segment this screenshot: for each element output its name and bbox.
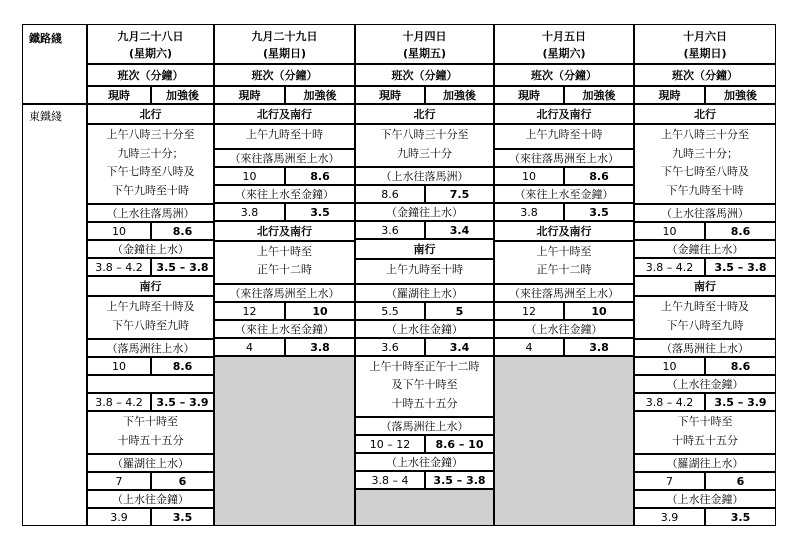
- direction-cell: [634, 276, 776, 296]
- direction-label: 北行: [413, 108, 436, 121]
- enhanced-headway-cell: [151, 393, 214, 411]
- period-line: 下午十時至: [677, 415, 733, 428]
- enhanced-headway-cell: [425, 185, 494, 203]
- enhanced-headway-cell: [425, 471, 494, 489]
- direction-label: 北行及南行: [536, 224, 592, 238]
- enhanced-headway-cell: [151, 357, 214, 375]
- enhanced-header-cell: [564, 86, 634, 104]
- current-headway-cell: [214, 302, 285, 320]
- period-cell: [214, 124, 355, 149]
- current-headway-cell: [634, 508, 705, 526]
- current-headway: 7: [666, 475, 673, 488]
- period-cell: [87, 124, 214, 204]
- period-cell: [634, 296, 776, 339]
- route-cell: [87, 339, 214, 357]
- weekday-label: (星期五): [402, 47, 447, 60]
- route-label: （上水往落馬洲）: [380, 170, 469, 183]
- direction-label: 南行: [694, 280, 716, 293]
- direction-label: 北行及南行: [257, 224, 312, 238]
- current-header-cell: [87, 86, 151, 104]
- route-cell: [87, 454, 214, 472]
- enhanced-headway: 3.4: [449, 224, 470, 237]
- current-header-cell: [494, 86, 564, 104]
- enhanced-headway-cell: [705, 393, 776, 411]
- date-header-cell: [214, 24, 355, 64]
- enhanced-headway: 3.4: [449, 340, 470, 354]
- route-label: （來往落馬洲至上水）: [229, 151, 340, 165]
- enhanced-headway: 8.6 – 10: [435, 438, 484, 451]
- period-line: 上午十時至正午十二時: [369, 359, 480, 373]
- period-line: 上午八時三十分至: [106, 128, 195, 141]
- route-cell: [355, 417, 494, 435]
- current-headway-cell: [87, 508, 151, 526]
- enhanced-headway: 3.5: [730, 511, 751, 524]
- current-header-cell: [214, 86, 285, 104]
- route-cell: [634, 240, 776, 258]
- period-line: 上午九時至十時: [246, 128, 323, 141]
- route-label: （上水往金鐘）: [386, 456, 463, 469]
- headway-header-cell: [494, 64, 634, 86]
- route-label: （金鐘往上水）: [112, 243, 189, 256]
- route-cell: [494, 320, 634, 338]
- current-headway-cell: [214, 203, 285, 221]
- route-label: （上水往落馬洲）: [661, 207, 749, 220]
- enhanced-headway: 3.5 – 3.8: [433, 474, 486, 487]
- enhanced-label: 加強後: [443, 89, 476, 102]
- current-label: 現時: [108, 89, 130, 102]
- period-line: 九時三十分；: [672, 146, 738, 160]
- route-cell: [634, 490, 776, 508]
- enhanced-headway-cell: [564, 302, 634, 320]
- current-headway-cell: [87, 258, 151, 276]
- route-cell: [87, 375, 214, 393]
- enhanced-label: 加強後: [724, 89, 757, 102]
- enhanced-headway: 10: [591, 304, 607, 318]
- current-headway: 10: [112, 225, 126, 238]
- enhanced-headway-cell: [705, 508, 776, 526]
- enhanced-headway: 8.6: [172, 225, 193, 238]
- current-headway-cell: [355, 338, 425, 356]
- period-line: 下午九時至十時: [666, 183, 744, 197]
- period-cell: [355, 259, 494, 284]
- period-line: 上午十時至: [257, 244, 312, 258]
- headway-header-cell: [214, 64, 355, 86]
- current-label: 現時: [658, 89, 681, 102]
- date-label: 十月四日: [402, 30, 447, 43]
- period-cell: [634, 124, 776, 204]
- headway-label: 班次（分鐘）: [117, 69, 184, 82]
- enhanced-headway-cell: [425, 435, 494, 453]
- enhanced-headway-cell: [285, 167, 355, 185]
- direction-label: 北行: [139, 108, 162, 121]
- period-cell: [214, 241, 355, 284]
- enhanced-headway: 6: [736, 475, 745, 488]
- current-headway: 12: [242, 304, 257, 318]
- enhanced-headway-cell: [705, 258, 776, 276]
- route-label: （上水往金鐘）: [666, 378, 744, 391]
- enhanced-headway-cell: [564, 203, 634, 221]
- route-cell: [214, 320, 355, 338]
- current-headway: 10: [522, 169, 536, 183]
- enhanced-headway-cell: [425, 221, 494, 239]
- enhanced-headway-cell: [425, 302, 494, 320]
- current-headway-cell: [634, 393, 705, 411]
- weekday-label: (星期六): [128, 47, 173, 60]
- current-headway: 3.9: [110, 511, 128, 524]
- enhanced-header-cell: [151, 86, 214, 104]
- current-headway: 3.6: [381, 224, 399, 237]
- enhanced-headway: 7.5: [449, 188, 470, 201]
- enhanced-headway: 3.8: [310, 340, 330, 354]
- direction-label: 南行: [413, 243, 436, 256]
- current-label: 現時: [518, 89, 540, 102]
- route-cell: [355, 167, 494, 185]
- period-line: 下午八時至九時: [666, 318, 744, 332]
- enhanced-headway: 3.5 – 3.8: [714, 261, 767, 274]
- route-label: （金鐘往上水）: [386, 206, 463, 219]
- enhanced-label: 加強後: [303, 89, 337, 102]
- direction-cell: [87, 104, 214, 124]
- enhanced-headway: 3.5: [172, 511, 193, 524]
- period-line: 上午十時至: [536, 244, 592, 258]
- headway-label: 班次（分鐘）: [672, 69, 738, 82]
- route-label: （上水往落馬洲）: [106, 207, 195, 220]
- period-line: 下午八時至九時: [112, 318, 189, 332]
- route-label: （來往落馬洲至上水）: [229, 286, 340, 300]
- enhanced-headway: 6: [178, 475, 187, 488]
- direction-label: 北行及南行: [536, 108, 592, 121]
- direction-label: 北行及南行: [257, 108, 312, 121]
- period-line: 上午九時至十時及: [106, 300, 195, 313]
- route-label: （來往上水至金鐘）: [514, 187, 614, 201]
- current-label: 現時: [238, 89, 261, 102]
- headway-label: 班次（分鐘）: [251, 69, 318, 82]
- period-line: 正午十二時: [257, 263, 312, 276]
- current-headway: 3.8 – 4.2: [95, 261, 143, 274]
- direction-cell: [634, 104, 776, 124]
- period-line: 九時三十分: [397, 146, 452, 160]
- current-headway: 10: [112, 360, 126, 373]
- period-line: 下午七時至八時及: [106, 165, 195, 178]
- route-label: （上水往金鐘）: [666, 493, 744, 506]
- period-cell: [494, 241, 634, 284]
- date-label: 十月六日: [683, 30, 727, 43]
- route-label: （金鐘往上水）: [666, 243, 744, 256]
- date-label: 九月二十九日: [251, 30, 318, 43]
- route-label: （落馬洲往上水）: [380, 420, 469, 433]
- route-cell: [87, 204, 214, 222]
- direction-label: 南行: [139, 280, 162, 293]
- route-cell: [494, 149, 634, 167]
- period-line: 下午八時三十分至: [380, 128, 469, 141]
- date-header-cell: [355, 24, 494, 64]
- route-label: （來往上水至金鐘）: [235, 322, 334, 336]
- direction-cell: [87, 276, 214, 296]
- route-label: （來往落馬洲至上水）: [509, 151, 619, 165]
- route-label: （上水往金鐘）: [112, 493, 189, 506]
- current-headway-cell: [87, 472, 151, 490]
- empty-shaded-cell: [494, 356, 634, 527]
- weekday-label: (星期日): [683, 47, 727, 60]
- current-headway-cell: [355, 435, 425, 453]
- enhanced-headway: 10: [312, 304, 328, 318]
- route-label: （落馬洲往上水）: [106, 342, 195, 355]
- enhanced-headway: 3.8: [589, 340, 609, 354]
- date-label: 九月二十八日: [117, 30, 184, 43]
- route-cell: [214, 185, 355, 203]
- enhanced-headway: 8.6: [730, 360, 751, 373]
- current-headway: 10 – 12: [369, 438, 411, 451]
- route-label: （來往上水至金鐘）: [235, 187, 334, 201]
- direction-cell: [494, 221, 634, 241]
- current-headway: 10: [662, 360, 677, 373]
- direction-cell: [355, 239, 494, 259]
- current-headway: 3.8 – 4: [371, 474, 409, 487]
- direction-cell: [494, 104, 634, 124]
- route-label: （羅湖往上水）: [386, 286, 463, 300]
- enhanced-headway-cell: [285, 338, 355, 356]
- period-cell: [355, 124, 494, 167]
- current-headway: 12: [522, 304, 536, 318]
- current-label: 現時: [379, 89, 401, 102]
- enhanced-headway: 3.5 – 3.9: [156, 396, 209, 409]
- current-headway-cell: [494, 338, 564, 356]
- current-headway: 7: [115, 475, 123, 488]
- line-name-cell: [22, 104, 87, 526]
- period-line: 正午十二時: [536, 263, 592, 276]
- period-cell: [87, 296, 214, 339]
- current-headway-cell: [634, 357, 705, 375]
- direction-cell: [355, 104, 494, 124]
- period-line: 十時五十五分: [672, 433, 738, 447]
- current-header-cell: [355, 86, 425, 104]
- enhanced-headway-cell: [705, 472, 776, 490]
- direction-label: 北行: [694, 108, 716, 121]
- enhanced-headway: 8.6: [730, 225, 751, 238]
- enhanced-headway-cell: [285, 302, 355, 320]
- enhanced-headway-cell: [705, 222, 776, 240]
- enhanced-headway: 3.5 – 3.8: [156, 261, 209, 274]
- enhanced-headway-cell: [285, 203, 355, 221]
- route-cell: [355, 320, 494, 338]
- route-cell: [634, 339, 776, 357]
- enhanced-headway-cell: [564, 338, 634, 356]
- enhanced-headway-cell: [425, 338, 494, 356]
- period-line: 下午十時至: [123, 415, 178, 428]
- route-cell: [355, 284, 494, 302]
- enhanced-headway-cell: [705, 357, 776, 375]
- route-label: （來往落馬洲至上水）: [509, 286, 619, 300]
- current-headway: 3.8 – 4.2: [645, 396, 694, 409]
- current-headway-cell: [355, 302, 425, 320]
- current-headway: 3.8 – 4.2: [95, 396, 143, 409]
- period-line: 十時五十五分: [391, 396, 458, 410]
- route-label: （上水往金鐘）: [386, 322, 463, 336]
- direction-cell: [214, 104, 355, 124]
- route-cell: [634, 204, 776, 222]
- route-cell: [634, 375, 776, 393]
- route-cell: [87, 490, 214, 508]
- enhanced-headway: 8.6: [589, 169, 609, 183]
- current-headway-cell: [355, 185, 425, 203]
- period-cell: [355, 356, 494, 418]
- current-headway-cell: [87, 393, 151, 411]
- headway-header-cell: [634, 64, 776, 86]
- route-label: （羅湖往上水）: [666, 457, 744, 470]
- current-headway: 4: [525, 340, 533, 354]
- enhanced-header-cell: [425, 86, 494, 104]
- line-name: 東鐵綫: [29, 110, 62, 123]
- current-headway-cell: [87, 357, 151, 375]
- period-line: 下午七時至八時及: [661, 165, 749, 178]
- route-cell: [214, 149, 355, 167]
- enhanced-headway: 8.6: [310, 169, 330, 183]
- enhanced-headway-cell: [564, 167, 634, 185]
- current-headway-cell: [214, 338, 285, 356]
- weekday-label: (星期日): [262, 47, 307, 60]
- current-headway: 4: [246, 340, 253, 354]
- enhanced-headway: 8.6: [172, 360, 193, 373]
- current-headway-cell: [355, 221, 425, 239]
- date-header-cell: [87, 24, 214, 64]
- enhanced-headway-cell: [151, 472, 214, 490]
- route-label: （羅湖往上水）: [112, 457, 189, 470]
- enhanced-headway: 5: [455, 304, 464, 318]
- route-cell: [494, 284, 634, 302]
- period-line: 上午九時至十時及: [661, 300, 749, 313]
- current-headway-cell: [634, 472, 705, 490]
- enhanced-header-cell: [285, 86, 355, 104]
- enhanced-headway-cell: [151, 258, 214, 276]
- empty-shaded-cell: [355, 489, 494, 526]
- route-cell: [634, 454, 776, 472]
- current-headway: 3.6: [381, 340, 399, 354]
- enhanced-header-cell: [705, 86, 776, 104]
- headway-label: 班次（分鐘）: [391, 69, 458, 82]
- current-headway-cell: [494, 203, 564, 221]
- current-header-cell: [634, 86, 705, 104]
- current-headway-cell: [355, 471, 425, 489]
- route-cell: [355, 203, 494, 221]
- enhanced-headway: 3.5 – 3.9: [714, 396, 767, 409]
- line-header-cell: [22, 24, 87, 104]
- weekday-label: (星期六): [542, 47, 586, 60]
- period-line: 及下午十時至: [391, 378, 458, 391]
- period-line: 上午八時三十分至: [661, 128, 749, 141]
- period-line: 十時五十五分: [117, 433, 184, 447]
- route-cell: [87, 240, 214, 258]
- current-headway: 5.5: [381, 304, 399, 318]
- enhanced-headway-cell: [151, 222, 214, 240]
- route-label: （落馬洲往上水）: [661, 342, 749, 355]
- headway-label: 班次（分鐘）: [531, 69, 597, 82]
- period-line: 上午九時至十時: [525, 128, 603, 141]
- period-cell: [634, 411, 776, 454]
- enhanced-headway: 3.5: [589, 205, 609, 219]
- current-headway-cell: [494, 167, 564, 185]
- headway-header-cell: [87, 64, 214, 86]
- route-cell: [355, 453, 494, 471]
- enhanced-headway-cell: [151, 508, 214, 526]
- current-headway-cell: [634, 258, 705, 276]
- current-headway-cell: [87, 222, 151, 240]
- date-header-cell: [634, 24, 776, 64]
- date-header-cell: [494, 24, 634, 64]
- period-line: 上午九時至十時: [386, 263, 463, 276]
- line-header: 鐵路綫: [29, 32, 62, 45]
- enhanced-headway: 3.5: [310, 205, 330, 219]
- date-label: 十月五日: [542, 30, 586, 43]
- period-line: 下午九時至十時: [112, 183, 189, 197]
- current-headway: 3.9: [660, 511, 679, 524]
- enhanced-label: 加強後: [582, 89, 616, 102]
- current-headway: 3.8 – 4.2: [645, 261, 694, 274]
- current-headway: 8.6: [381, 188, 399, 201]
- current-headway-cell: [214, 167, 285, 185]
- current-headway: 3.8: [520, 205, 538, 219]
- current-headway-cell: [634, 222, 705, 240]
- current-headway-cell: [494, 302, 564, 320]
- current-headway: 10: [662, 225, 677, 238]
- period-line: 九時三十分；: [117, 146, 184, 160]
- route-label: （上水往金鐘）: [525, 322, 603, 336]
- direction-cell: [214, 221, 355, 241]
- period-cell: [494, 124, 634, 149]
- current-headway: 3.8: [240, 205, 259, 219]
- period-cell: [87, 411, 214, 454]
- route-cell: [494, 185, 634, 203]
- empty-shaded-cell: [214, 356, 355, 527]
- route-cell: [214, 284, 355, 302]
- headway-header-cell: [355, 64, 494, 86]
- enhanced-label: 加強後: [166, 89, 199, 102]
- current-headway: 10: [242, 169, 257, 183]
